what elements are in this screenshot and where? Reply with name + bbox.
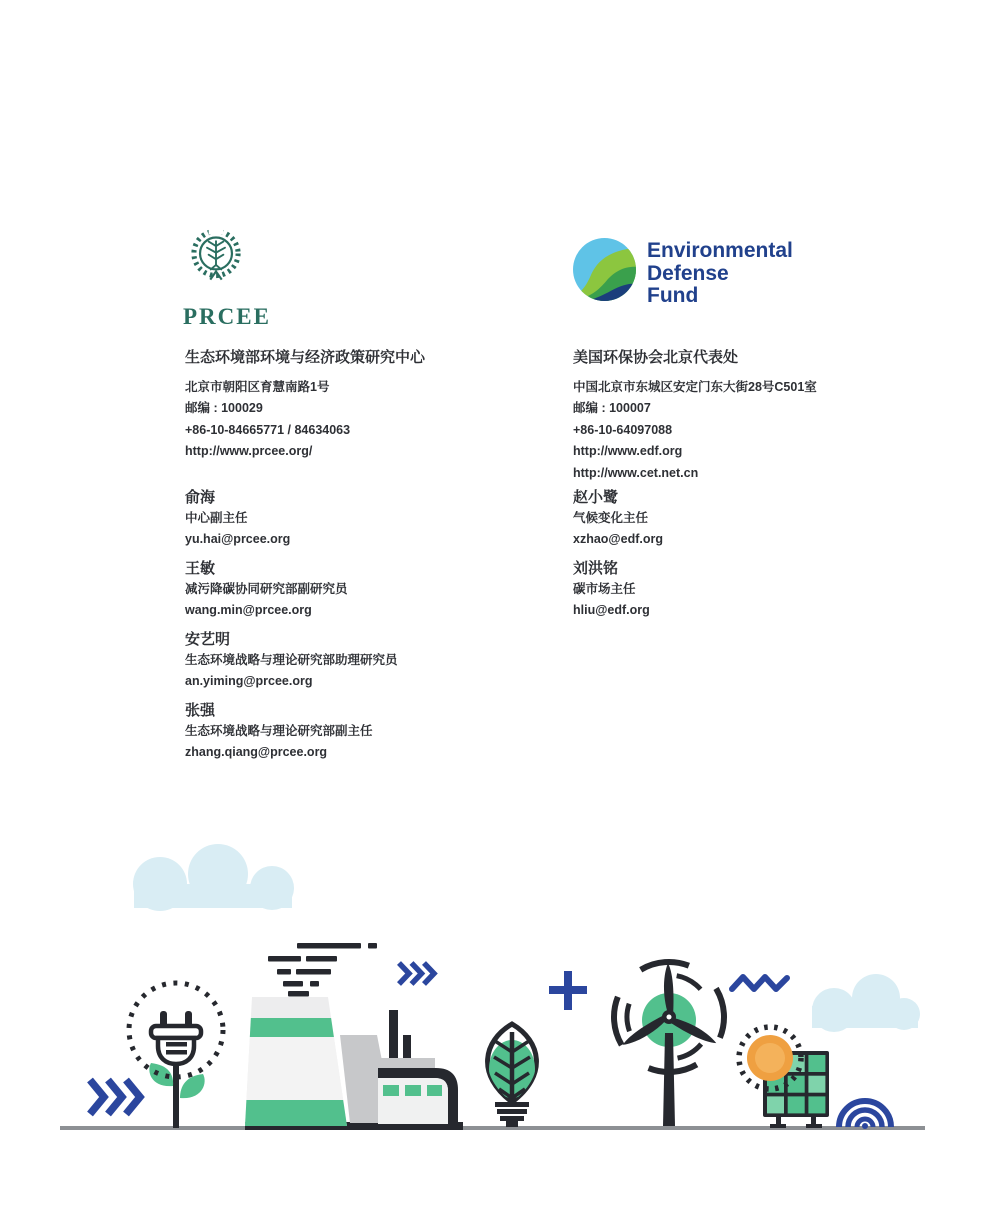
contact-entry [185, 630, 525, 692]
signal-arcs-icon [839, 1101, 891, 1129]
smoke-dashes [268, 943, 377, 997]
contact-email-link[interactable]: zhang.qiang@prcee.org [185, 745, 328, 759]
edf-word-line1: Environmental [647, 239, 793, 262]
contact-name: 安艺明 [185, 631, 231, 648]
contact-name: 王敏 [185, 560, 216, 577]
contact-email-link[interactable]: xzhao@edf.org [573, 532, 663, 546]
ground-line [60, 1126, 925, 1130]
prcee-org-name: 生态环境部环境与经济政策研究中心 [185, 349, 426, 366]
fast-forward-icon-small [399, 963, 434, 984]
plug-plant-icon [129, 983, 223, 1128]
contact-email-link[interactable]: yu.hai@prcee.org [185, 532, 291, 546]
edf-word-line3: Fund [647, 284, 699, 307]
contact-entry [185, 559, 525, 621]
leaf-bulb-icon [488, 1024, 537, 1127]
edf-logo [573, 238, 793, 308]
edf-globe-icon [573, 238, 636, 301]
prcee-postcode: 邮编 : 100029 [185, 401, 263, 416]
contact-name: 张强 [185, 702, 216, 719]
edf-website-link-2[interactable]: http://www.cet.net.cn [573, 465, 699, 480]
contact-email-link[interactable]: wang.min@prcee.org [185, 603, 312, 617]
prcee-wreath-icon [183, 224, 249, 296]
fast-forward-icon [90, 1080, 140, 1114]
prcee-phone: +86-10-84665771 / 84634063 [185, 422, 351, 437]
prcee-logo [183, 224, 271, 330]
contact-name: 赵小鹭 [573, 489, 619, 506]
contact-name: 刘洪铭 [573, 560, 619, 577]
edf-org-name: 美国环保协会北京代表处 [573, 349, 739, 366]
contact-name: 俞海 [185, 489, 216, 506]
contact-entry [573, 559, 913, 621]
contact-email-link[interactable]: an.yiming@prcee.org [185, 674, 313, 688]
edf-org-info [573, 349, 913, 484]
contact-title: 气候变化主任 [573, 511, 649, 525]
prcee-address: 北京市朝阳区育慧南路1号 [185, 380, 330, 394]
cloud-icon-2 [812, 974, 920, 1032]
plus-icon [549, 971, 587, 1010]
contact-entry [185, 488, 525, 550]
prcee-wordmark: PRCEE [183, 304, 271, 329]
edf-postcode: 邮编 : 100007 [573, 401, 651, 416]
contact-title: 生态环境战略与理论研究部副主任 [185, 724, 373, 738]
wind-turbine-icon [594, 942, 744, 1126]
contact-title: 中心副主任 [185, 511, 248, 525]
contact-title: 减污降碳协同研究部副研究员 [185, 582, 348, 596]
contact-entry [185, 701, 525, 763]
zigzag-icon [732, 977, 787, 989]
clean-energy-illustration [0, 828, 992, 1168]
edf-wordmark [647, 238, 793, 308]
edf-website-link-1[interactable]: http://www.edf.org [573, 444, 683, 459]
edf-phone: +86-10-64097088 [573, 422, 673, 437]
power-plant-icon [240, 993, 355, 1133]
prcee-org-info [185, 349, 525, 463]
prcee-contacts [185, 488, 525, 772]
contact-entry [573, 488, 913, 550]
edf-contacts [573, 488, 913, 630]
contact-title: 生态环境战略与理论研究部助理研究员 [185, 653, 398, 667]
contact-title: 碳市场主任 [573, 582, 636, 596]
edf-address: 中国北京市东城区安定门东大街28号C501室 [573, 380, 817, 394]
prcee-website-link[interactable]: http://www.prcee.org/ [185, 444, 313, 459]
edf-word-line2: Defense [647, 261, 729, 285]
cloud-icon [133, 844, 294, 911]
contact-email-link[interactable]: hliu@edf.org [573, 603, 650, 617]
factory-icon [378, 1010, 458, 1124]
